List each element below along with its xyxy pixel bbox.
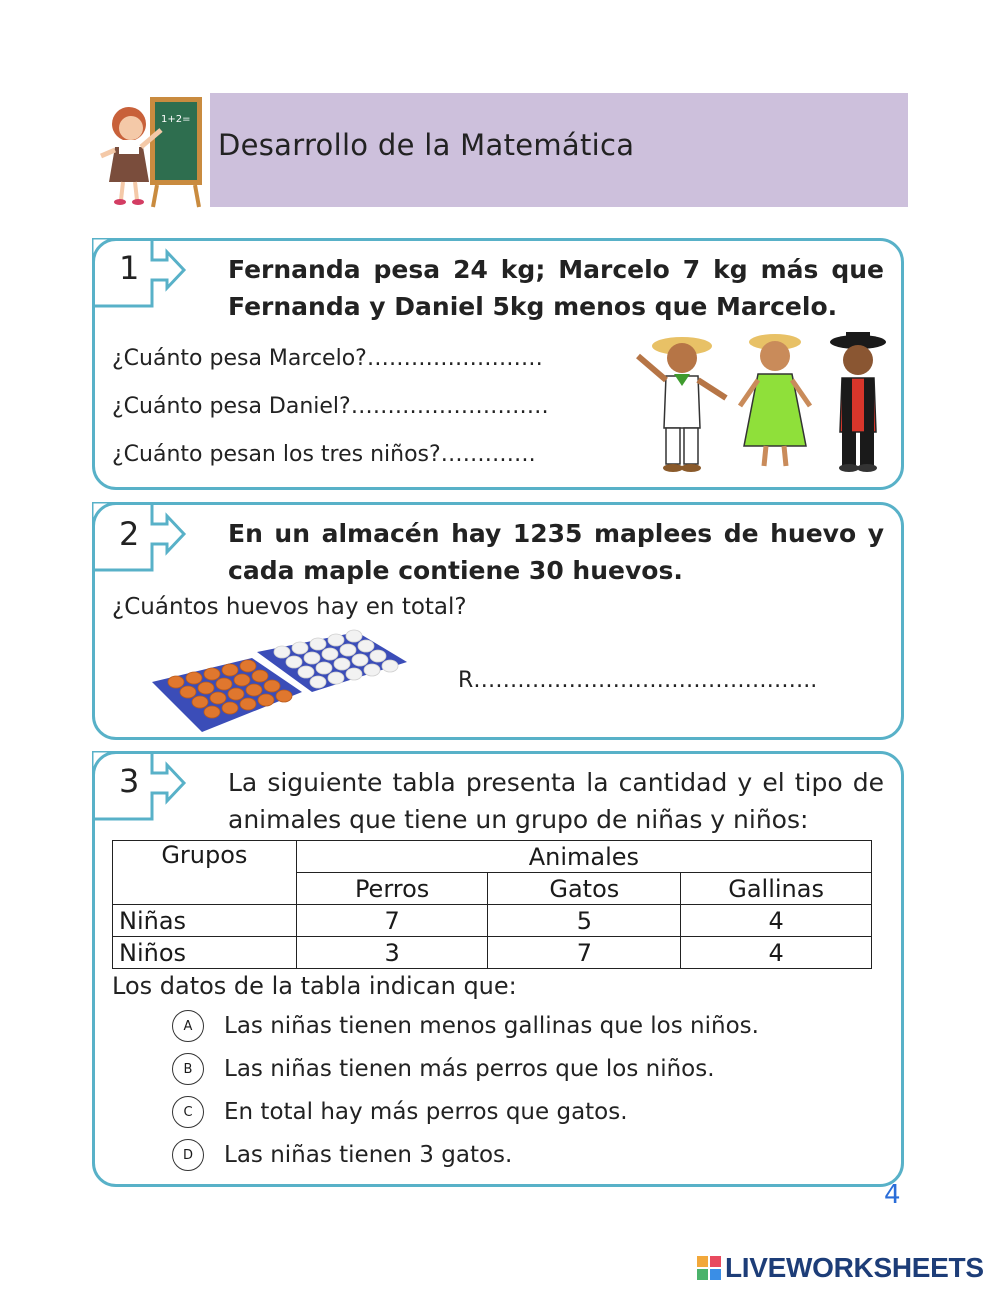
table-cell: 4 <box>681 937 872 969</box>
liveworksheets-brand <box>697 1252 984 1284</box>
svg-text:1+2=: 1+2= <box>161 114 191 125</box>
option-b[interactable] <box>172 1053 715 1085</box>
option-a-radio[interactable]: A <box>172 1010 204 1042</box>
option-a[interactable] <box>172 1010 759 1042</box>
option-b-radio[interactable]: B <box>172 1053 204 1085</box>
option-d[interactable] <box>172 1139 512 1171</box>
question-total: ¿Cuánto pesan los tres niños?…………. <box>112 442 536 467</box>
row-label: Niñas <box>113 905 297 937</box>
table-cell: 5 <box>488 905 681 937</box>
answer-line[interactable]: R……………………………………….. <box>458 668 818 693</box>
problem-3-statement: La siguiente tabla presenta la cantidad y el tipo de animales que tiene un grupo de niñas y niños: <box>228 768 884 834</box>
table-prompt: Los datos de la tabla indican que: <box>112 972 517 1000</box>
header-grupos: Grupos <box>113 841 297 905</box>
option-c-text: En total hay más perros que gatos. <box>224 1099 628 1125</box>
problem-number: 3 <box>119 762 140 800</box>
option-d-text: Las niñas tienen 3 gatos. <box>224 1142 513 1168</box>
teacher-girl-chalkboard-illustration <box>95 92 210 210</box>
page-number: 4 <box>884 1180 901 1210</box>
option-c-radio[interactable]: C <box>172 1096 204 1128</box>
header-animales: Animales <box>296 841 871 873</box>
question-total-eggs: ¿Cuántos huevos hay en total? <box>112 594 467 620</box>
arrow-tab-icon <box>92 238 192 308</box>
problem-number: 2 <box>119 515 140 553</box>
question-marcelo: ¿Cuánto pesa Marcelo?…………………… <box>112 346 543 371</box>
table-row <box>113 937 872 969</box>
table-cell: 7 <box>488 937 681 969</box>
row-label: Niños <box>113 937 297 969</box>
option-a-text: Las niñas tienen menos gallinas que los niños. <box>224 1013 759 1039</box>
header-gatos: Gatos <box>488 873 681 905</box>
arrow-tab-icon <box>92 502 192 572</box>
animals-table <box>112 840 872 969</box>
egg-trays-illustration <box>152 622 408 740</box>
problem-number: 1 <box>119 249 140 287</box>
arrow-tab-icon <box>92 751 192 821</box>
header-perros: Perros <box>296 873 488 905</box>
question-daniel: ¿Cuánto pesa Daniel?……………………… <box>112 394 549 419</box>
problem-2-statement: En un almacén hay 1235 maplees de huevo y cada maple contiene 30 huevos. <box>228 519 884 585</box>
option-b-text: Las niñas tienen más perros que los niños. <box>224 1056 715 1082</box>
liveworksheets-logo-icon <box>697 1256 721 1280</box>
table-cell: 3 <box>296 937 488 969</box>
brand-name: LIVEWORKSHEETS <box>725 1252 984 1283</box>
table-row <box>113 905 872 937</box>
table-cell: 7 <box>296 905 488 937</box>
header-gallinas: Gallinas <box>681 873 872 905</box>
option-c[interactable] <box>172 1096 628 1128</box>
problem-1-statement: Fernanda pesa 24 kg; Marcelo 7 kg más que Fernanda y Daniel 5kg menos que Marcelo. <box>228 255 884 321</box>
page-title: Desarrollo de la Matemática <box>218 128 635 162</box>
table-cell: 4 <box>681 905 872 937</box>
option-d-radio[interactable]: D <box>172 1139 204 1171</box>
three-children-illustration <box>630 328 892 476</box>
